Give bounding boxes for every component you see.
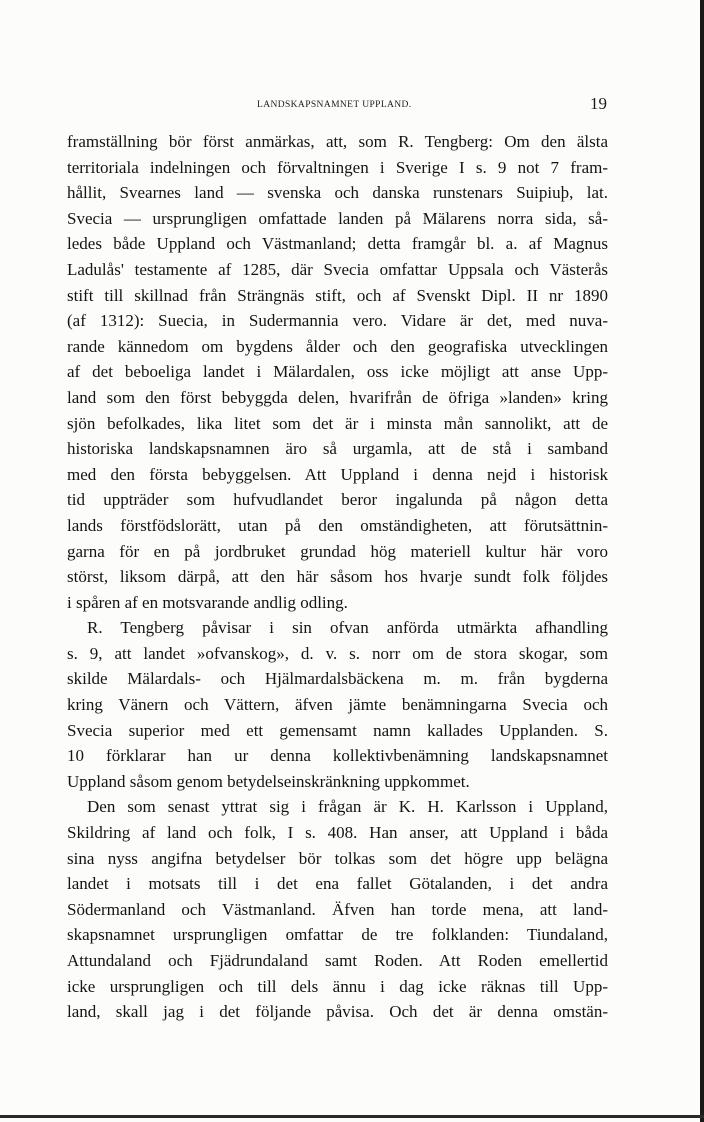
text-line: framställning bör först anmärkas, att, som R. Tengberg: Om den älsta (67, 132, 608, 151)
text-line: Svecia — ursprungligen omfattade landen på Mälarens norra sida, så- (67, 208, 608, 228)
text-line: Uppland såsom genom betydelseinskränkning uppkommet. (67, 771, 470, 791)
text-line: R. Tengberg påvisar i sin ofvan anförda utmärkta afhandling (87, 618, 608, 638)
text-line: Den som senast yttrat sig i frågan är K. H. Karlsson i Uppland, (87, 797, 608, 817)
text-line: landet i motsats till i det ena fallet Götalanden, i det andra (67, 874, 608, 894)
text-line: tid uppträder som hufvudlandet beror ingalunda på någon detta (67, 490, 608, 510)
scan-edge-bottom (0, 1115, 704, 1118)
text-line: med den första bebyggelsen. Att Uppland i denna nejd i historisk (67, 464, 608, 484)
text-line: sina nyss angifna betydelser bör tolkas som det högre upp belägna (67, 848, 608, 868)
text-line: s. 9, att landet »ofvanskog», d. v. s. norr om de stora skogar, som (67, 643, 608, 663)
text-line: lands förstfödslorätt, utan på den omständigheten, att förutsättnin- (67, 515, 608, 535)
text-line: skilde Mälardals- och Hjälmardalsbäckena m. m. från bygderna (67, 669, 608, 689)
page-header (67, 94, 607, 116)
text-line: hållit, Svearnes land — svenska och danska runstenars Suipiuþ, lat. (67, 183, 608, 203)
text-line: skapsnamnet ursprungligen omfattar de tre folklanden: Tiundaland, (67, 925, 608, 945)
text-line: historiska landskapsnamnen äro så urgamla, att de stå i samband (67, 439, 608, 459)
page-number: 19 (590, 94, 607, 113)
running-title: LANDSKAPSNAMNET UPPLAND. (257, 100, 412, 110)
text-line: Attundaland och Fjädrundaland samt Roden. Att Roden emellertid (67, 951, 608, 970)
scan-edge-right (700, 0, 704, 1122)
text-line: (af 1312): Suecia, in Sudermannia vero. Vidare är det, med nuva- (67, 311, 608, 331)
text-line: störst, liksom därpå, att den här såsom hos hvarje sundt folk följdes (67, 567, 608, 587)
text-line: Svecia superior med ett gemensamt namn kallades Upplanden. S. (67, 720, 608, 740)
text-line: Södermanland och Västmanland. Äfven han torde mena, att land- (67, 899, 608, 919)
text-line: 10 förklarar han ur denna kollektivbenämning landskapsnamnet (67, 746, 608, 766)
text-line: ledes både Uppland och Västmanland; detta framgår bl. a. af Magnus (67, 234, 608, 254)
text-line: territoriala indelningen och förvaltningen i Sverige I s. 9 not 7 fram- (67, 157, 608, 177)
text-line: i spåren af en motsvarande andlig odling. (67, 592, 348, 612)
text-line: stift till skillnad från Strängnäs stift, och af Svenskt Dipl. II nr 1890 (67, 285, 608, 305)
text-line: Skildring af land och folk, I s. 408. Han anser, att Uppland i båda (67, 823, 608, 843)
body-text (67, 129, 608, 1025)
text-line: sjön befolkades, lika litet som det är i minsta mån sannolikt, att de (67, 413, 608, 433)
text-line: icke ursprungligen och till dels ännu i dag icke räknas till Upp- (67, 976, 608, 996)
text-line: rande kännedom om bygdens ålder och den geografiska utvecklingen (67, 336, 608, 356)
text-line: Ladulås' testamente af 1285, där Svecia omfattar Uppsala och Västerås (67, 259, 608, 279)
text-line: kring Vänern och Vättern, äfven jämte benämningarna Svecia och (67, 695, 608, 715)
text-line: land som den först bebyggda delen, hvarifrån de öfriga »landen» kring (67, 387, 608, 407)
text-line: garna för en på jordbruket grundad hög materiell kultur här voro (67, 541, 608, 561)
text-line: land, skall jag i det följande påvisa. Och det är denna omstän- (67, 1002, 608, 1022)
text-line: af det beboeliga landet i Mälardalen, oss icke möjligt att anse Upp- (67, 362, 608, 382)
